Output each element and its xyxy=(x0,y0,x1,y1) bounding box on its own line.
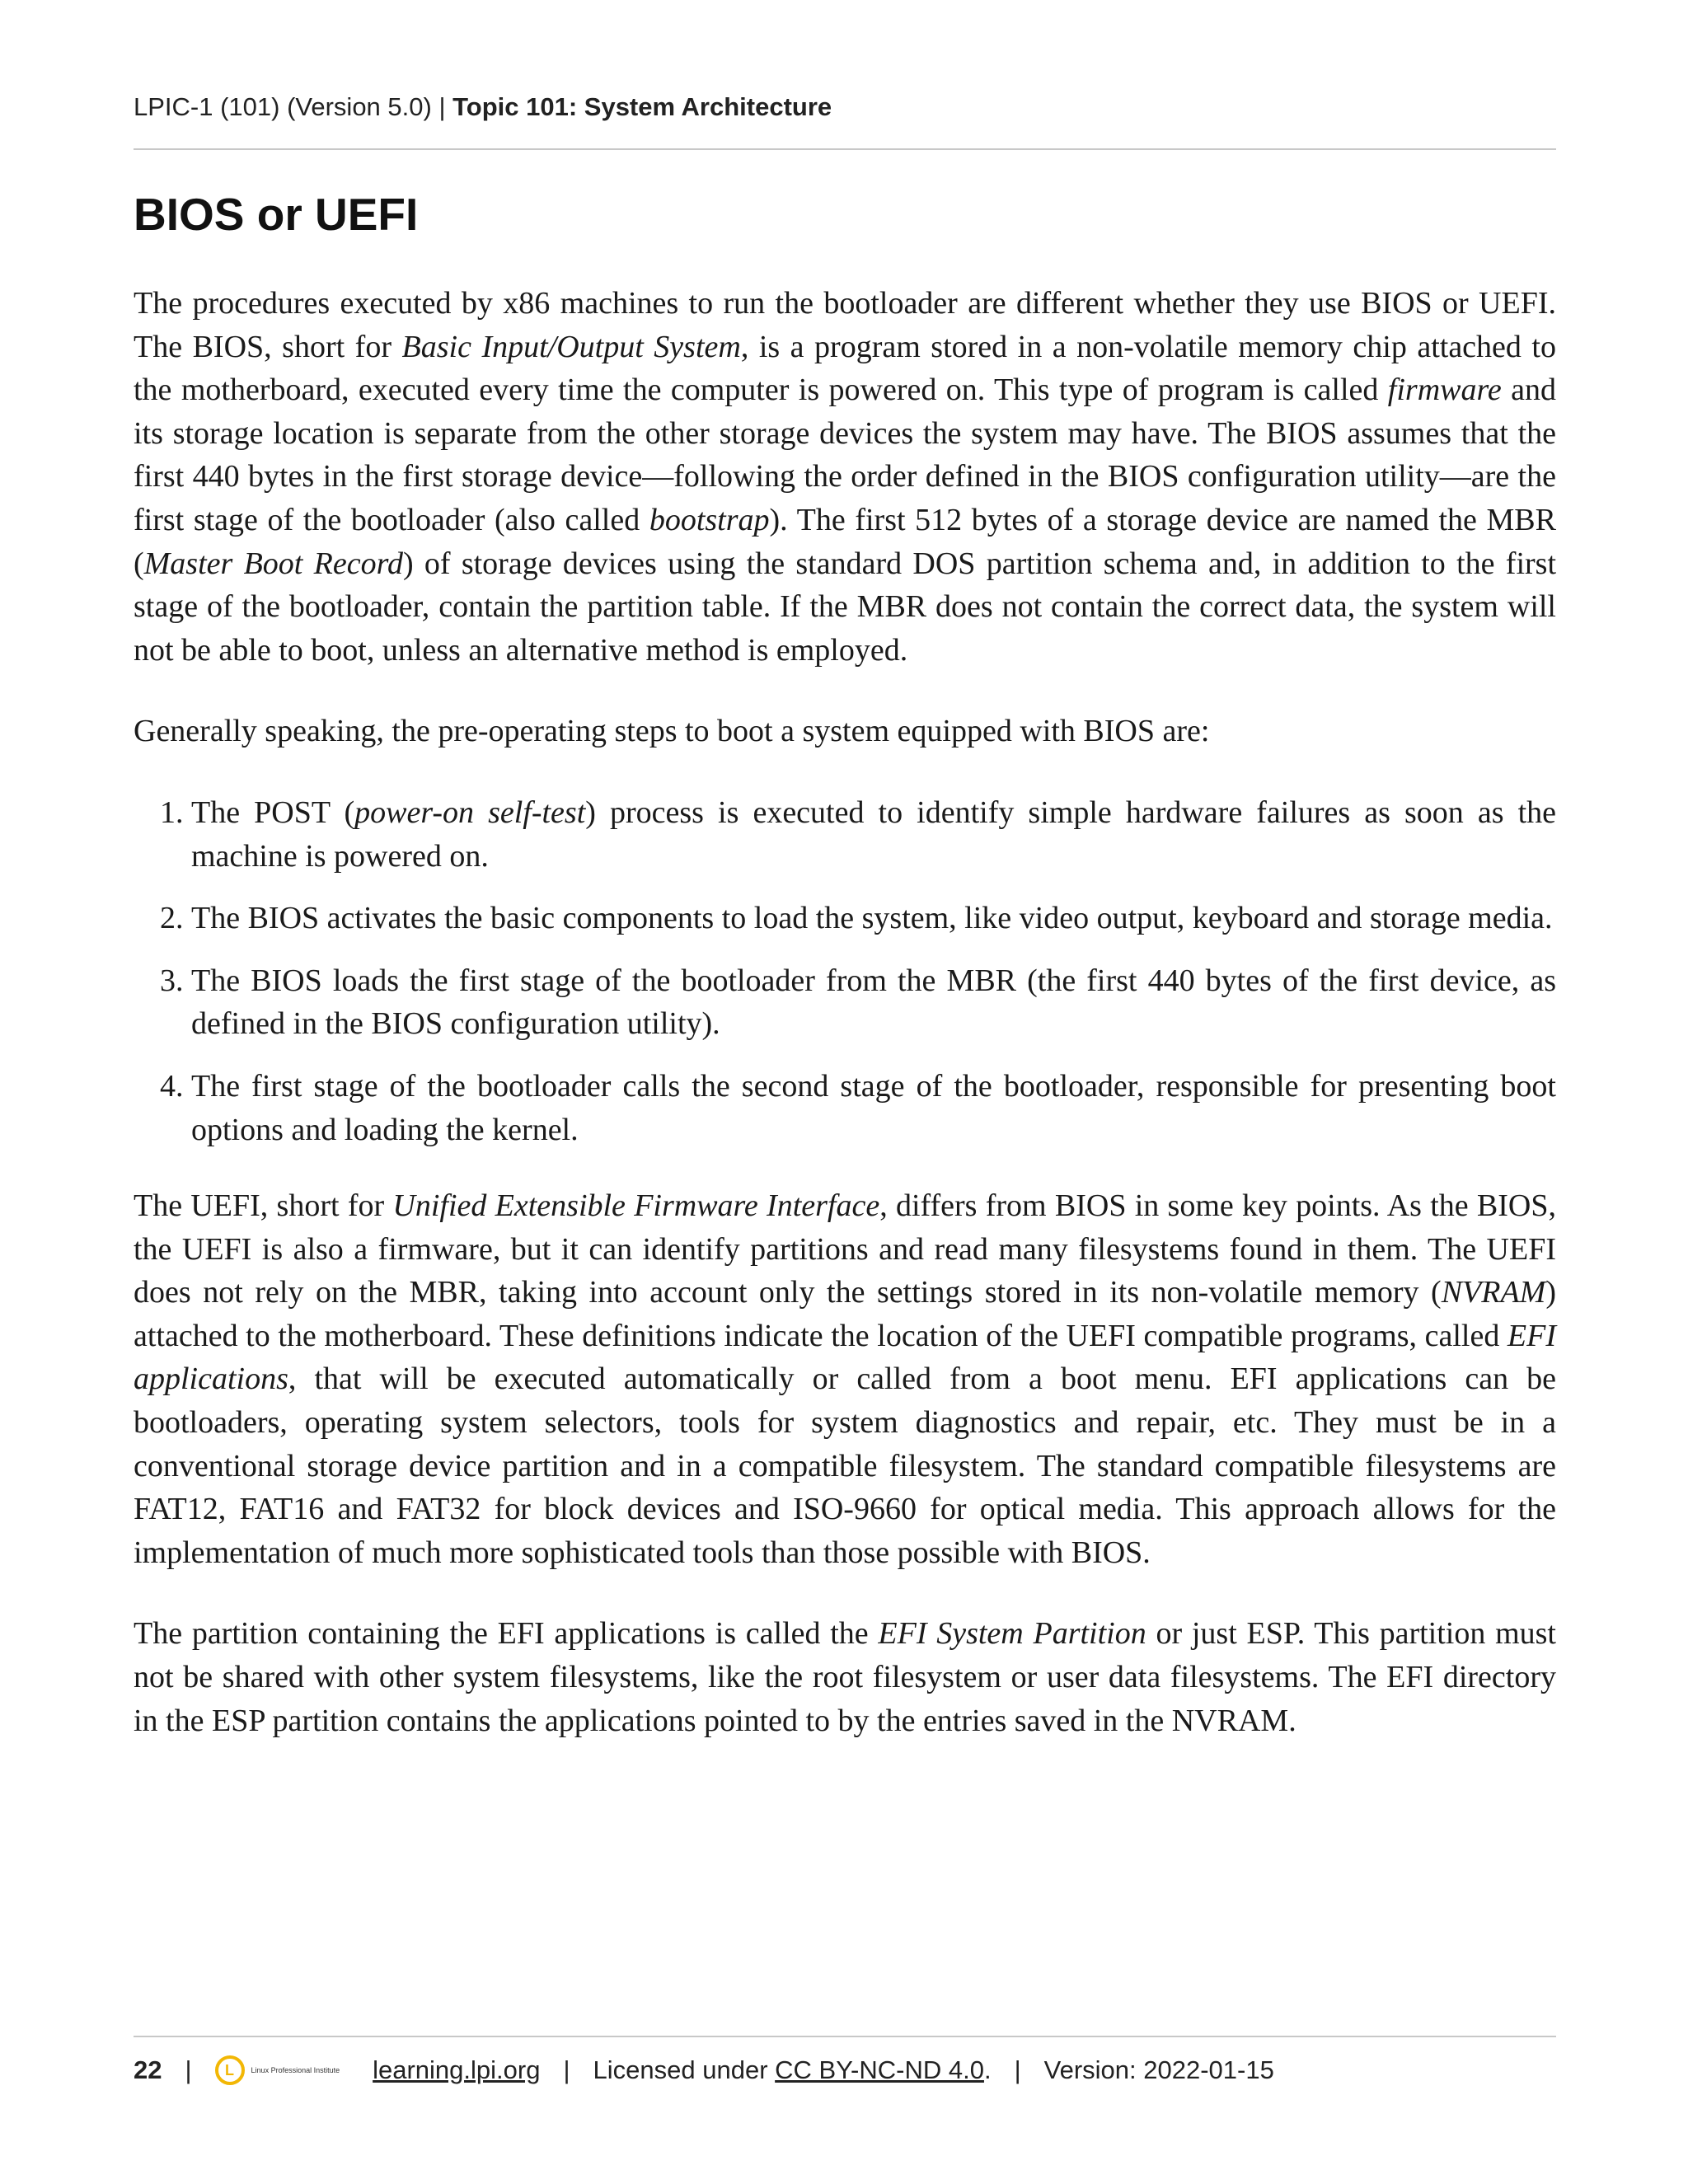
document-body xyxy=(134,282,1556,1780)
header-rule xyxy=(134,148,1556,150)
page-header xyxy=(134,92,1556,150)
license-text: Licensed under CC BY-NC-ND 4.0. xyxy=(593,2055,992,2084)
page-footer xyxy=(134,2046,1274,2095)
license-link[interactable]: CC BY-NC-ND 4.0 xyxy=(775,2055,984,2084)
footer-separator: | xyxy=(185,2055,192,2084)
paragraph-uefi: The UEFI, short for Unified Extensible Firmware Interface, differs from BIOS in some key points. As the BIOS, the UEFI is also a firmware, but it can identify partitions and read many filesystems found in them. The UEFI does not rely on the MBR, taking into account only the settings stored in its non-volatile memory (NVRAM) attached to the motherboard. These definitions indicate the location of the UEFI compatible programs, called EFI applications, that will be executed automatically or called from a boot menu. EFI applications can be bootloaders, operating system selectors, tools for system diagnostics and repair, etc. They must be in a conventional storage device partition and in a compatible filesystem. The standard compatible filesystems are FAT12, FAT16 and FAT32 for block devices and ISO-9660 for optical media. This approach allows for the implementation of much more sophisticated tools than those possible with BIOS. xyxy=(134,1188,1556,1570)
site-link[interactable]: learning.lpi.org xyxy=(373,2055,541,2084)
paragraph-bios-intro: The procedures executed by x86 machines to run the bootloader are different whether they use BIOS or UEFI. The BIOS, short for Basic Input/Output System, is a program stored in a non-volatile memory chip attached to the motherboard, executed every time the computer is powered on. This type of program is called firmware and its storage location is separate from the other storage devices the system may have. The BIOS assumes that the first 440 bytes in the first storage device—following the order defined in the BIOS configuration utility—are the first stage of the bootloader (also called bootstrap). The first 512 bytes of a storage device are named the MBR (Master Boot Record) of storage devices using the standard DOS partition schema and, in addition to the first stage of the bootloader, contain the partition table. If the MBR does not contain the correct data, the system will not be able to boot, unless an alternative method is employed. xyxy=(134,286,1557,668)
list-item: 4. The first stage of the bootloader calls the second stage of the bootloader, responsible for presenting boot options and loading the kernel. xyxy=(191,1065,1556,1151)
lpi-logo-icon: L Linux Professional Institute xyxy=(215,2055,340,2085)
footer-separator: | xyxy=(563,2055,570,2084)
page-number: 22 xyxy=(134,2055,162,2084)
version-label: Version: 2022-01-15 xyxy=(1043,2055,1274,2084)
header-divider: | xyxy=(438,92,446,121)
list-item: 2. The BIOS activates the basic components to load the system, like video output, keyboard and storage media. xyxy=(191,897,1556,940)
paragraph-esp: The partition containing the EFI applications is called the EFI System Partition or just ESP. This partition must not be shared with other system filesystems, like the root filesystem or user data filesystems. The EFI directory in the ESP partition contains the applications pointed to by the entries saved in the NVRAM. xyxy=(134,1616,1556,1738)
course-label: LPIC-1 (101) (Version 5.0) xyxy=(134,92,432,121)
list-item: 1. The POST (power-on self-test) process is executed to identify simple hardware failures as soon as the machine is powered on. xyxy=(191,791,1556,878)
topic-label: Topic 101: System Architecture xyxy=(452,92,832,121)
footer-rule xyxy=(134,2036,1556,2037)
list-item: 3. The BIOS loads the first stage of the bootloader from the MBR (the first 440 bytes of the first device, as defined in the BIOS configuration utility). xyxy=(191,959,1556,1046)
page-title: BIOS or UEFI xyxy=(134,189,419,240)
footer-separator: | xyxy=(1014,2055,1021,2084)
boot-steps-list xyxy=(134,791,1556,1151)
paragraph-steps-intro: Generally speaking, the pre-operating steps to boot a system equipped with BIOS are: xyxy=(134,714,1210,749)
